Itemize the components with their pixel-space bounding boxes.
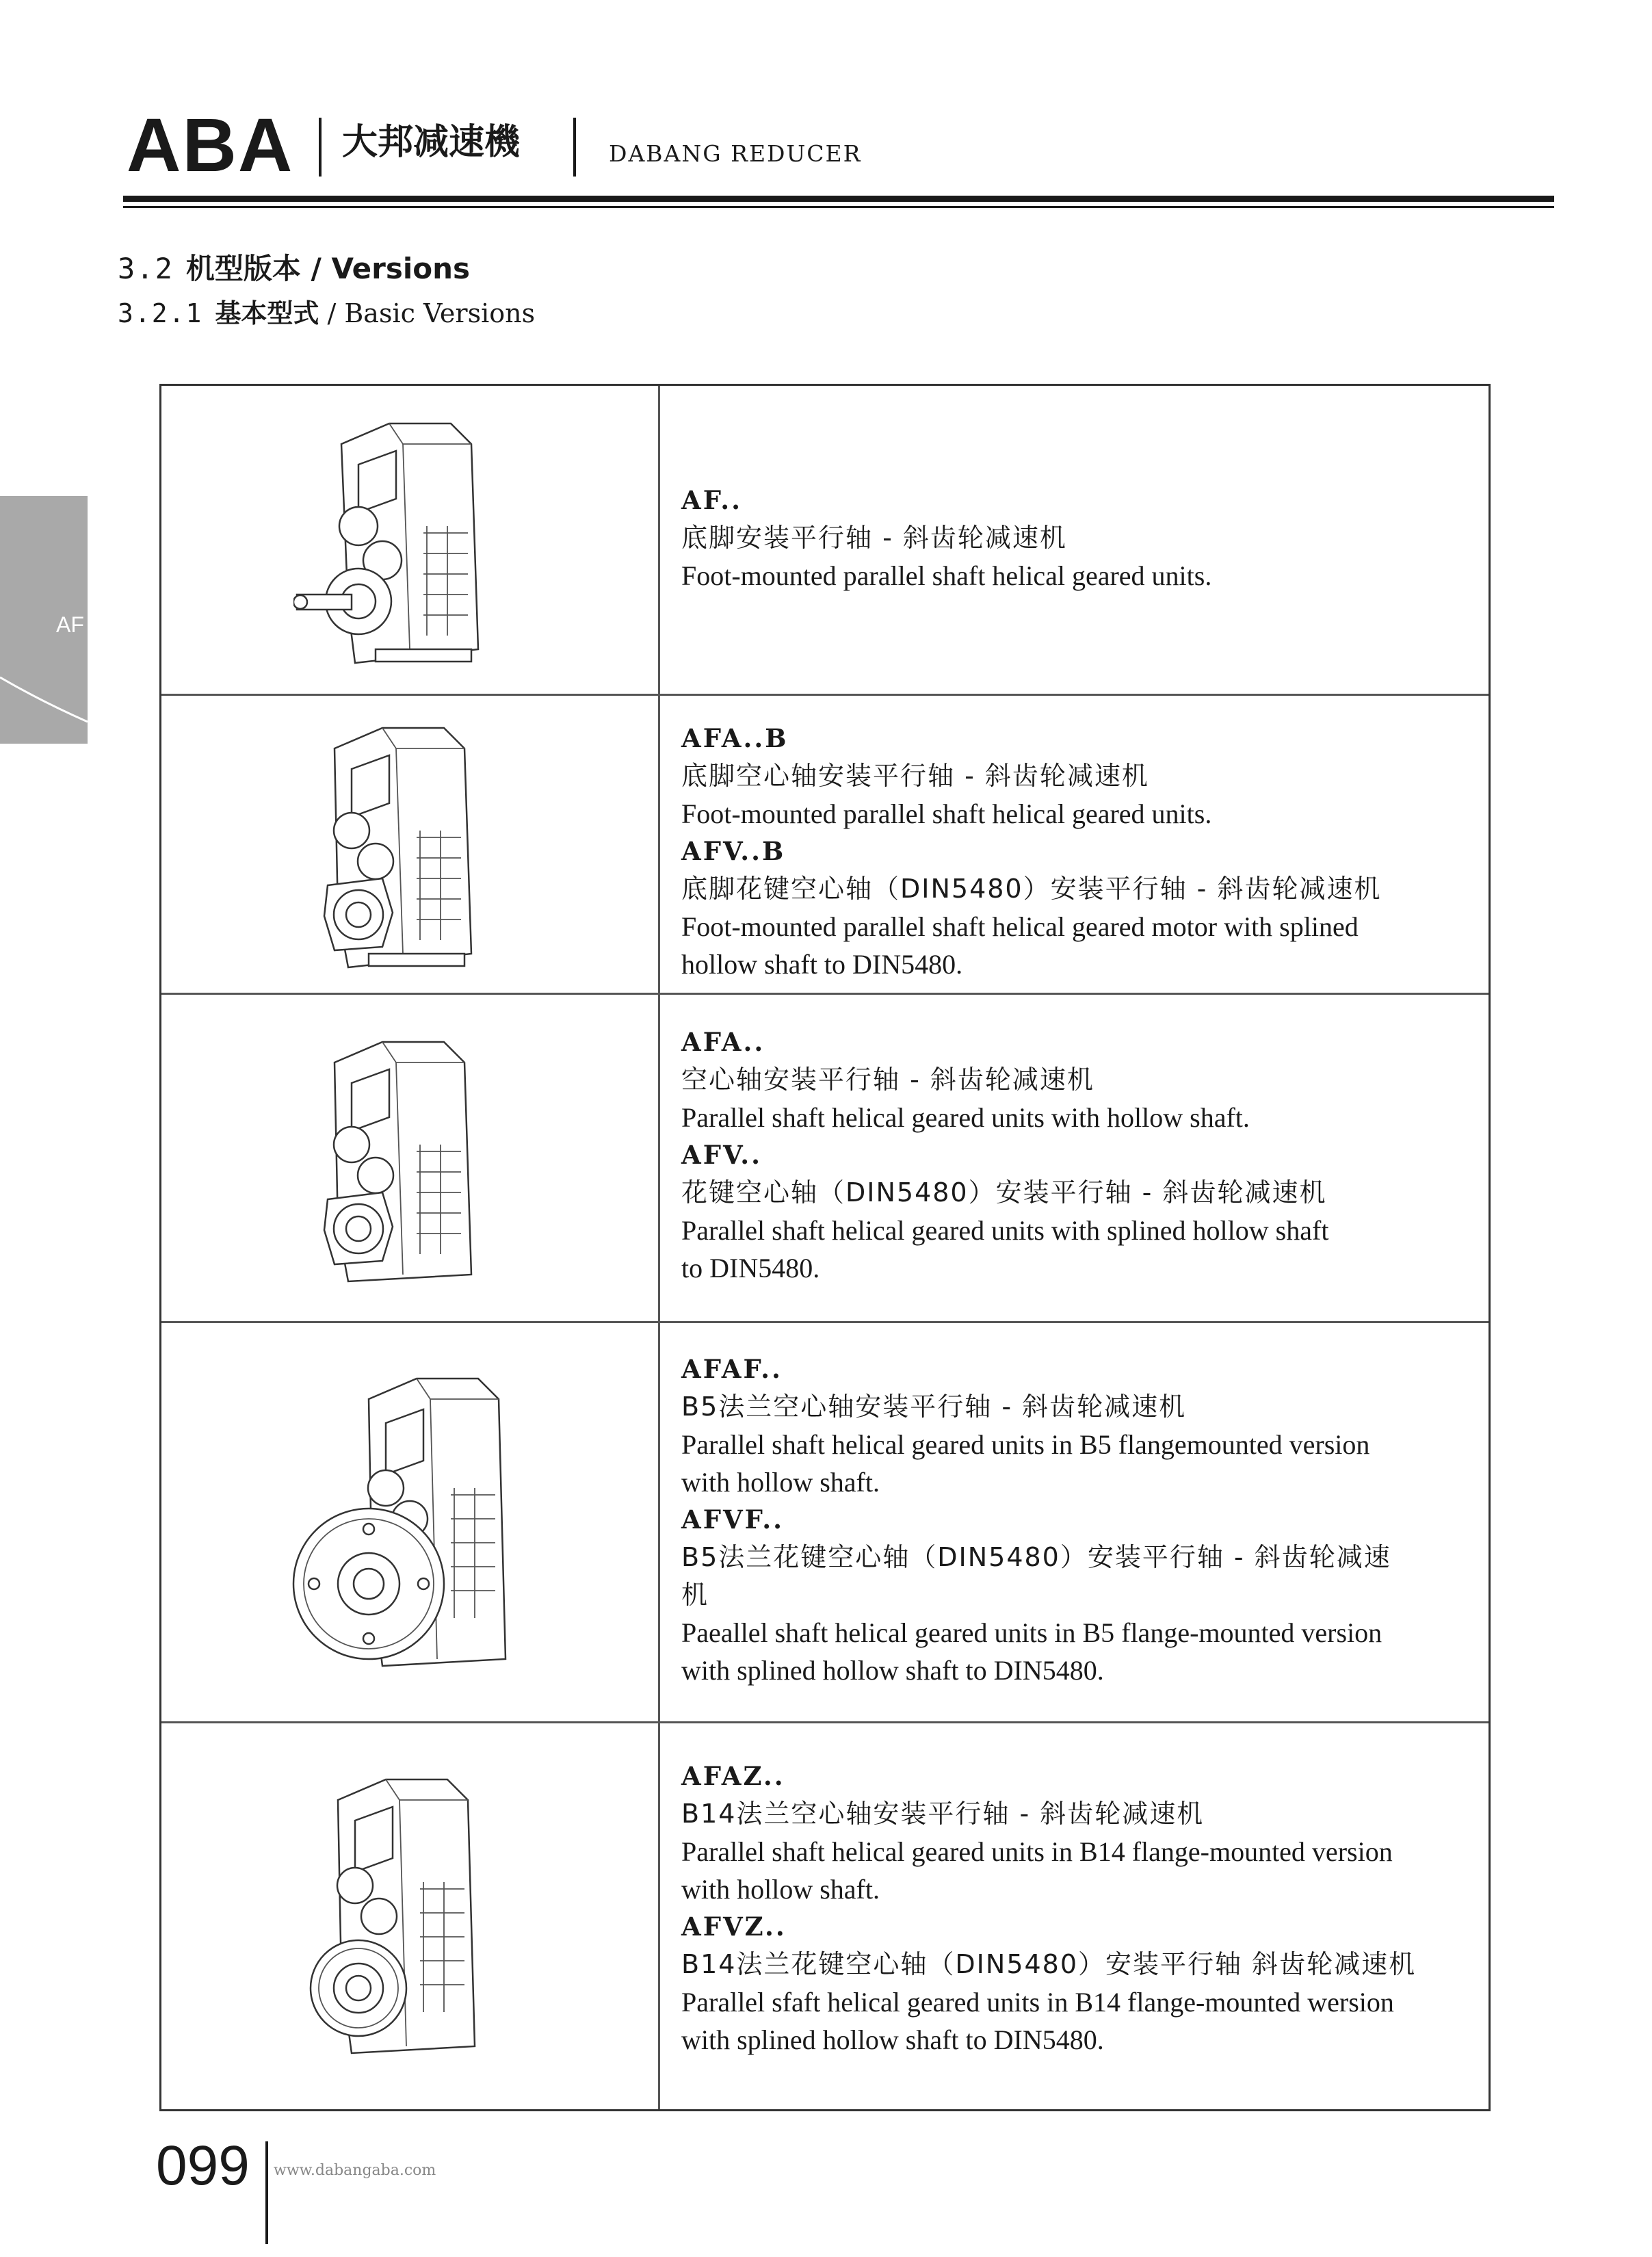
versions-table	[159, 384, 1491, 2111]
description-en: with splined hollow shaft to DIN5480.	[681, 1655, 1104, 1686]
description-cn: B14法兰花键空心轴（DIN5480）安装平行轴 斜齿轮减速机	[681, 1949, 1417, 1979]
column-divider	[658, 1723, 660, 2109]
column-divider	[658, 386, 660, 694]
side-tab-label: AF	[56, 612, 84, 637]
description-cell	[681, 1351, 1468, 1689]
table-row	[161, 386, 1489, 694]
description-en: Parallel shaft helical geared units in B14 flange-mounted version	[681, 1836, 1393, 1867]
description-cell	[681, 1023, 1468, 1287]
subsection-title-en: / Basic Versions	[319, 298, 536, 328]
gearbox-image-cell	[161, 995, 658, 1321]
column-divider	[658, 995, 660, 1321]
description-en: Foot-mounted parallel shaft helical geared motor with splined	[681, 911, 1359, 942]
header-divider	[319, 118, 322, 177]
description-cn: 机	[681, 1580, 709, 1610]
footer-divider	[265, 2141, 268, 2244]
brand-name-cn: 大邦减速機	[342, 122, 521, 163]
table-row	[161, 993, 1489, 1321]
description-cn: B5法兰空心轴安装平行轴 - 斜齿轮减速机	[681, 1392, 1187, 1422]
column-divider	[658, 696, 660, 993]
subsection-number: 3.2.1	[118, 298, 203, 328]
description-cell	[681, 482, 1468, 595]
description-cn: B5法兰花键空心轴（DIN5480）安装平行轴 - 斜齿轮减速	[681, 1542, 1391, 1572]
column-divider	[658, 1323, 660, 1721]
description-en: with hollow shaft.	[681, 1467, 880, 1498]
description-en: Foot-mounted parallel shaft helical geared units.	[681, 798, 1212, 829]
table-row	[161, 1721, 1489, 2109]
model-code: AFAF..	[681, 1354, 783, 1384]
footer-url: www.dabangaba.com	[274, 2162, 436, 2179]
header-divider	[573, 118, 576, 177]
brand-logo: ABA	[127, 103, 294, 187]
description-en: Parallel shaft helical geared units in B5 flangemounted version	[681, 1429, 1370, 1460]
gearbox-image-cell	[161, 696, 658, 993]
description-en: to DIN5480.	[681, 1253, 820, 1283]
description-en: hollow shaft to DIN5480.	[681, 949, 963, 980]
b5-flange-gearbox-icon	[287, 1358, 533, 1686]
model-code: AFV..B	[681, 836, 786, 866]
description-en: with hollow shaft.	[681, 1874, 880, 1905]
gearbox-image-cell	[161, 1723, 658, 2109]
description-en: Parallel shaft helical geared units with splined hollow shaft	[681, 1215, 1329, 1246]
section-title-text: 机型版本 / Versions	[185, 252, 470, 285]
subsection-title	[118, 298, 535, 330]
model-code: AF..	[681, 485, 743, 515]
model-code: AFV..	[681, 1140, 762, 1170]
description-cn: B14法兰空心轴安装平行轴 - 斜齿轮减速机	[681, 1799, 1205, 1829]
description-en: Parallel sfaft helical geared units in B14 flange-mounted wersion	[681, 1987, 1394, 2018]
foot-mounted-solid-shaft-gearbox-icon	[293, 403, 526, 677]
model-code: AFVZ..	[681, 1912, 787, 1942]
foot-mounted-hollow-shaft-gearbox-icon	[300, 707, 519, 981]
section-number: 3.2	[118, 252, 174, 285]
gearbox-image-cell	[161, 386, 658, 694]
model-code: AFAZ..	[681, 1761, 785, 1791]
subsection-title-cn: 基本型式	[215, 298, 319, 328]
section-title	[118, 252, 470, 286]
model-code: AFA..B	[681, 723, 789, 753]
description-en: Parallel shaft helical geared units with hollow shaft.	[681, 1102, 1250, 1133]
description-en: with splined hollow shaft to DIN5480.	[681, 2024, 1104, 2055]
description-cell	[681, 1758, 1468, 2059]
model-code: AFA..	[681, 1027, 765, 1057]
b14-flange-gearbox-icon	[300, 1759, 519, 2074]
brand-name-en: DABANG REDUCER	[609, 140, 862, 167]
description-en: Foot-mounted parallel shaft helical geared units.	[681, 560, 1212, 591]
page-number: 099	[156, 2135, 250, 2197]
model-code: AFVF..	[681, 1504, 784, 1535]
side-tab	[0, 496, 88, 744]
table-row	[161, 694, 1489, 993]
description-cell	[681, 720, 1468, 983]
table-row	[161, 1321, 1489, 1721]
description-en: Paeallel shaft helical geared units in B5 flange-mounted version	[681, 1617, 1382, 1648]
description-cn: 底脚空心轴安装平行轴 - 斜齿轮减速机	[681, 761, 1149, 791]
hollow-shaft-gearbox-icon	[300, 1021, 519, 1295]
description-cn: 底脚花键空心轴（DIN5480）安装平行轴 - 斜齿轮减速机	[681, 874, 1382, 904]
description-cn: 花键空心轴（DIN5480）安装平行轴 - 斜齿轮减速机	[681, 1177, 1327, 1208]
header-rule-thin	[123, 206, 1554, 208]
description-cn: 底脚安装平行轴 - 斜齿轮减速机	[681, 523, 1067, 553]
description-cn: 空心轴安装平行轴 - 斜齿轮减速机	[681, 1065, 1094, 1095]
header-rule	[123, 196, 1554, 202]
gearbox-image-cell	[161, 1323, 658, 1721]
